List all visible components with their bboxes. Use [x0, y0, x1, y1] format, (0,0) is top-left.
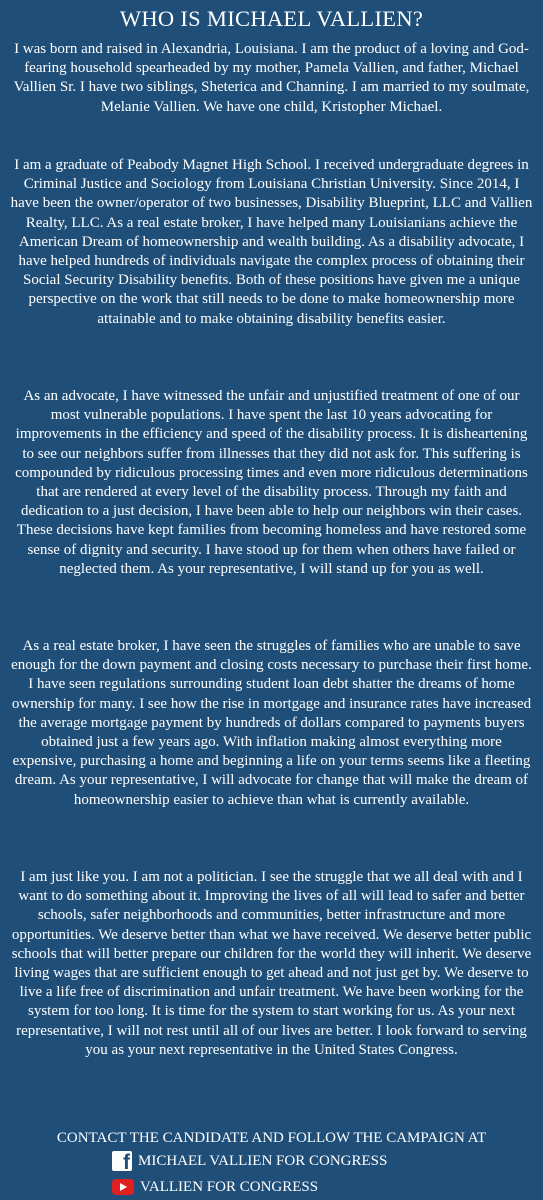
page-title: WHO IS MICHAEL VALLIEN? — [119, 6, 424, 31]
facebook-icon: f — [112, 1151, 132, 1171]
facebook-link[interactable] — [112, 1150, 387, 1172]
facebook-label: MICHAEL VALLIEN FOR CONGRESS — [138, 1152, 388, 1169]
bio-paragraph-family: I was born and raised in Alexandria, Louisiana. I am the product of a loving and God-fearing household spearheaded by my mother, Pamela Vallien, and father, Michael Vallien Sr. I have two siblings, Sheterica and Channing. I am married to my soulmate, Melanie Vallien. We have one child, Kristopher Michael. — [13, 41, 530, 115]
youtube-link[interactable] — [112, 1176, 318, 1198]
bio-paragraph-just-like-you: I am just like you. I am not a politician. I see the struggle that we all deal with and I want to do something about it. Improving the lives of all will lead to safer and better schools, safer neighborhoods and communities, better infrastructure and more opportunities. We deserve better than what we have received. We deserve better public schools that will better prepare our children for the world they will inherit. We deserve living wages that are sufficient enough to get ahead and not just get by. We deserve to live a life free of discrimination and unfair treatment. We have been working for the system for too long. It is time for the system to start working for us. As your next representative, I will not rest until all of our lives are better. I look forward to serving you as your next representative in the United States Congress. — [11, 869, 532, 1058]
bio-paragraph-advocate: As an advocate, I have witnessed the unfair and unjustified treatment of one of our most vulnerable populations. I have spent the last 10 years advocating for improvements in the efficiency and speed of the disability process. It is disheartening to see our neighbors suffer from illnesses that they did not ask for. This suffering is compounded by ridiculous processing times and even more ridiculous determinations that are rendered at every level of the disability process. Through my faith and dedication to a just decision, I have been able to help our neighbors win their cases. These decisions have kept families from becoming homeless and have restored some sense of dignity and security. I have stood up for them when others have failed or neglected them. As your representative, I will stand up for you as well. — [15, 388, 528, 577]
bio-paragraph-education: I am a graduate of Peabody Magnet High School. I received undergraduate degrees in Criminal Justice and Sociology from Louisiana Christian University. Since 2014, I have been the owner/operator of two businesses, Disability Blueprint, LLC and Vallien Realty, LLC. As a real estate broker, I have helped many Louisianians achieve the American Dream of homeownership and wealth building. As a disability advocate, I have helped hundreds of individuals navigate the complex process of obtaining their Social Security Disability benefits. Both of these positions have given me a unique perspective on the work that still needs to be done to make homeownership more attainable and to make obtaining disability benefits easier. — [10, 157, 533, 327]
youtube-icon — [112, 1179, 134, 1195]
contact-heading: CONTACT THE CANDIDATE AND FOLLOW THE CAMPAIGN AT — [56, 1130, 487, 1146]
youtube-label: VALLIEN FOR CONGRESS — [140, 1178, 319, 1195]
bio-paragraph-real-estate: As a real estate broker, I have seen the struggles of families who are unable to save enough for the down payment and closing costs necessary to purchase their first home. I have seen regulations surrounding student loan debt shatter the dreams of home ownership for many. I see how the rise in mortgage and insurance rates have increased the average mortgage payment by hundreds of dollars compared to payments buyers obtained just a few years ago. With inflation making almost everything more expensive, purchasing a home and beginning a life on your terms seems like a fleeting dream. As your representative, I will advocate for change that will make the dream of homeownership easier to achieve than what is currently available. — [11, 638, 532, 808]
